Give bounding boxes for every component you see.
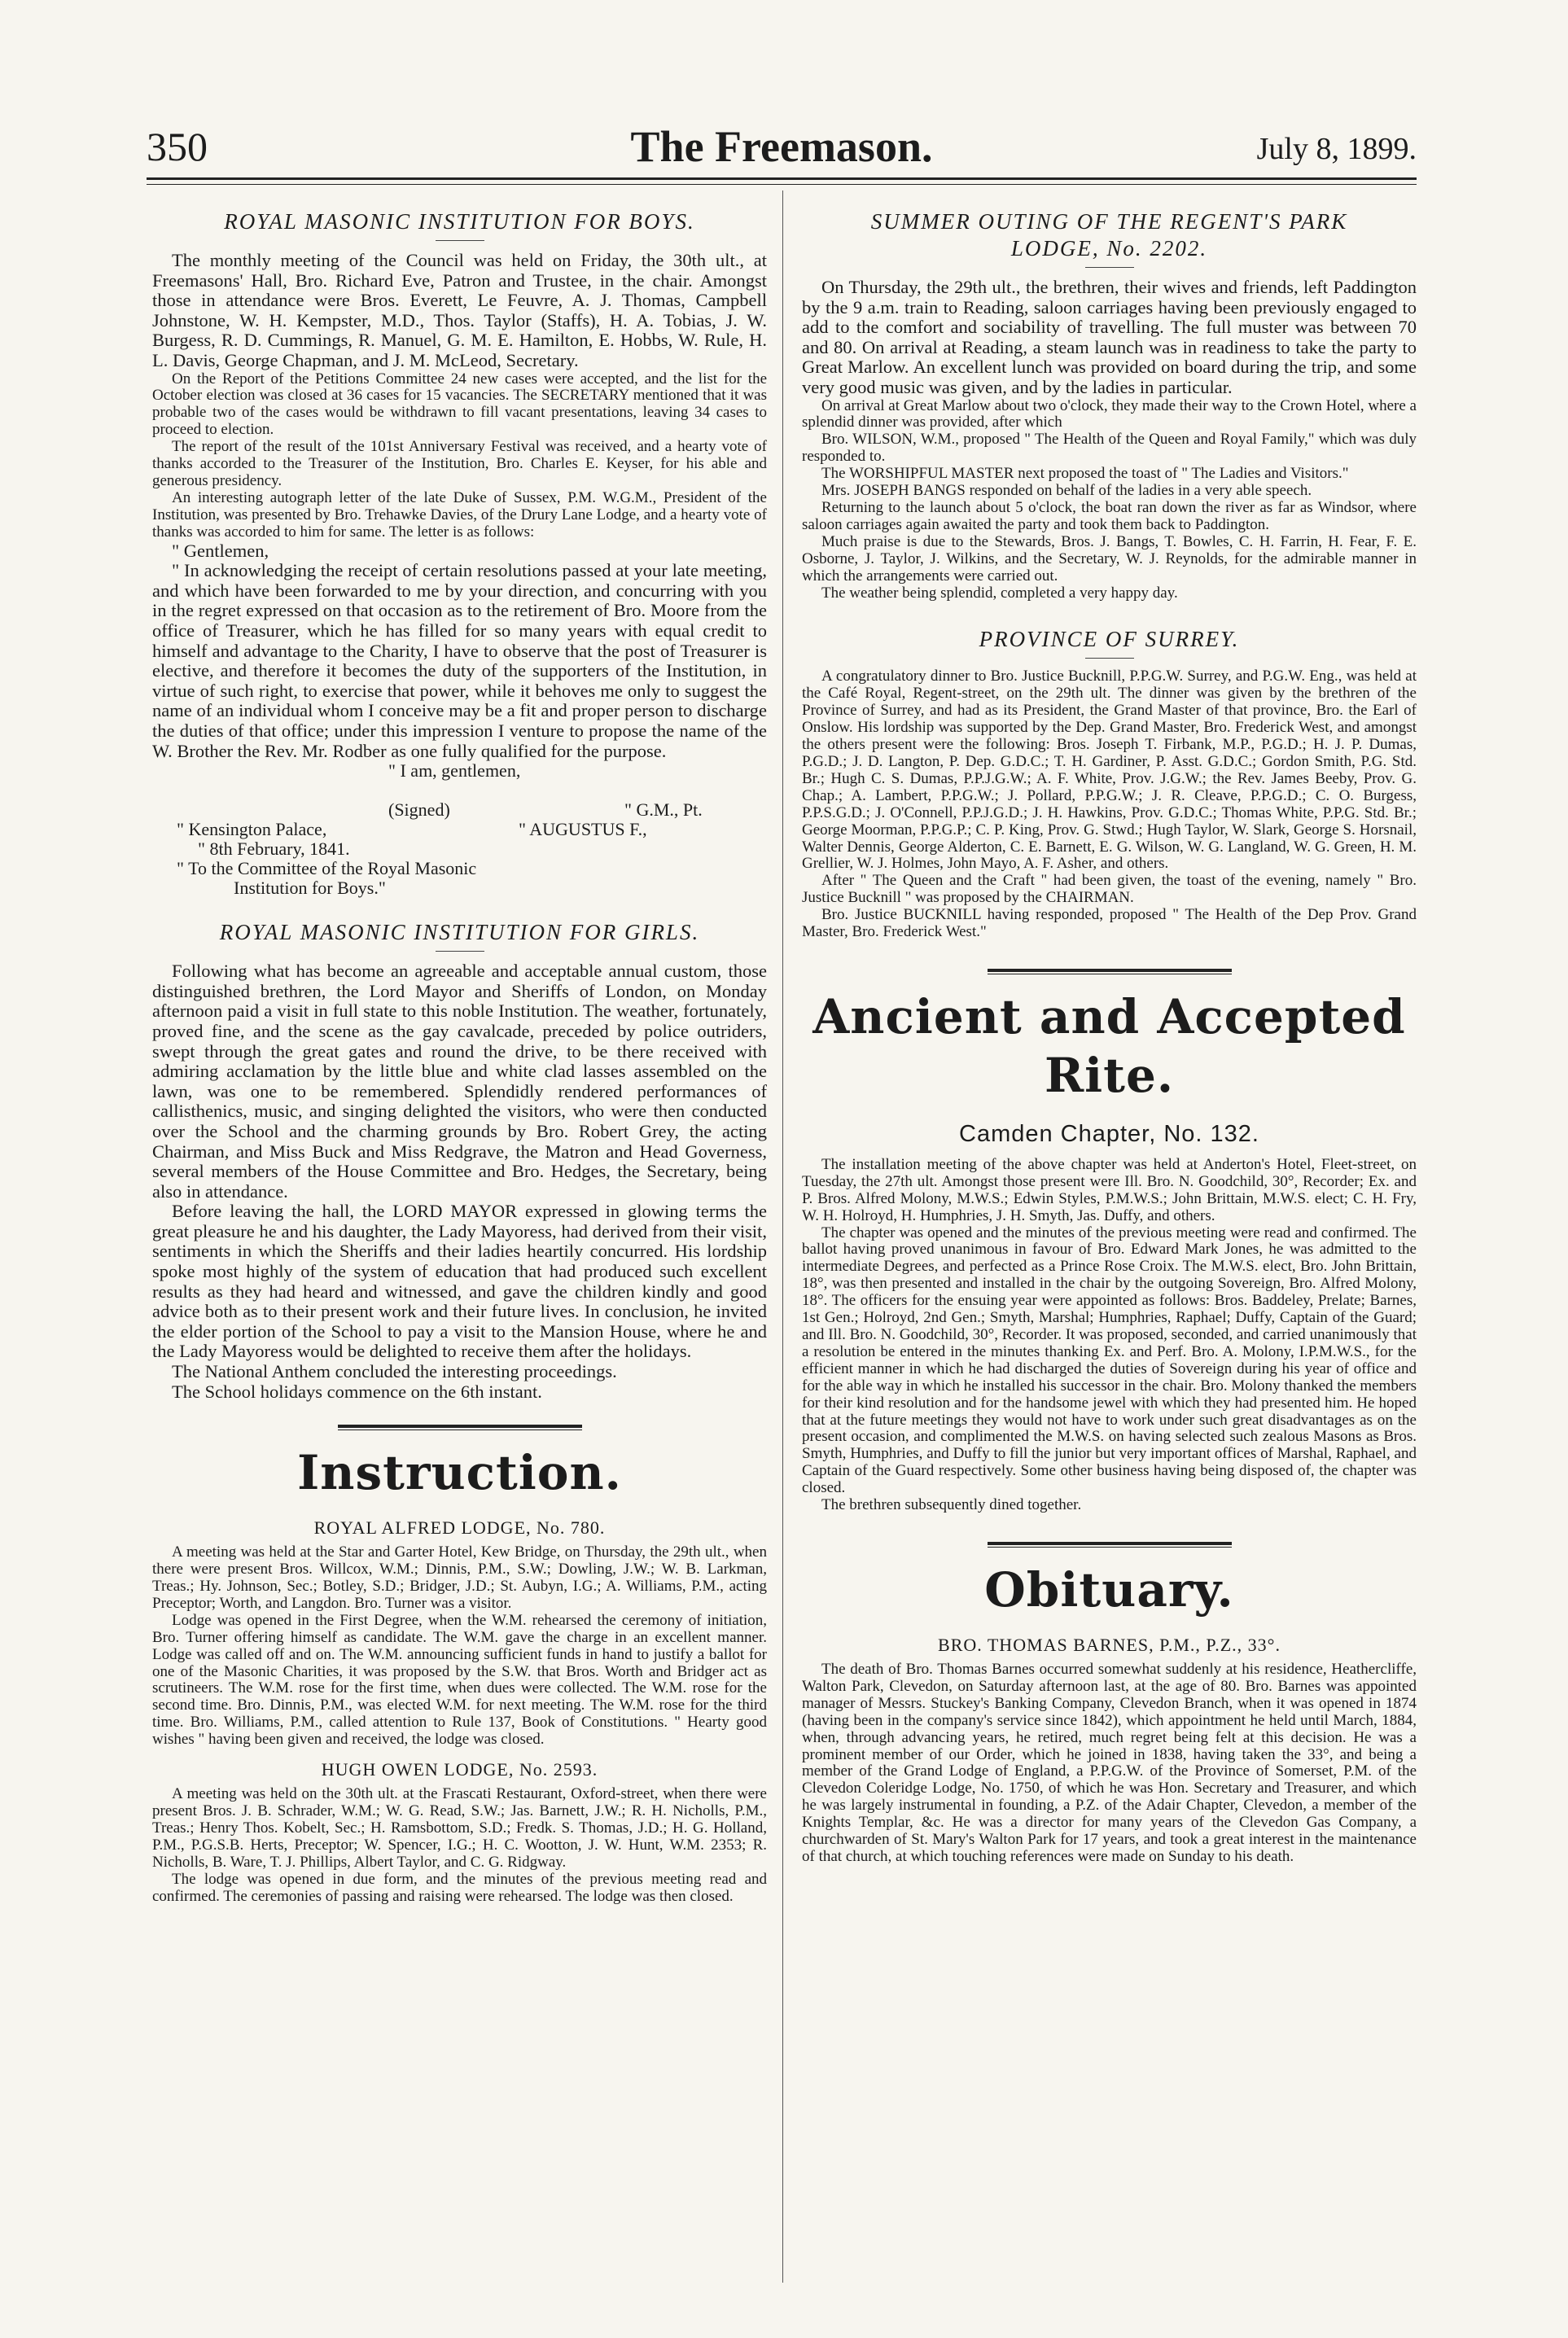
obituary-subject: BRO. THOMAS BARNES, P.M., P.Z., 33°. bbox=[938, 1634, 1281, 1655]
ancient-paragraph: The brethren subsequently dined together. bbox=[821, 1496, 1082, 1514]
surrey-paragraph: Bro. Justice BUCKNILL having responded, proposed " The Health of the Dep Prov. Grand Master, Bro. Frederick West." bbox=[802, 906, 1417, 941]
signature-title: " G.M., Pt. bbox=[624, 799, 703, 821]
letter-recipient: " To the Committee of the Royal Masonic bbox=[177, 858, 477, 879]
section-divider bbox=[988, 969, 1232, 972]
masthead-rule bbox=[147, 177, 1417, 180]
girls-paragraph: The School holidays commence on the 6th instant. bbox=[172, 1381, 542, 1402]
camden-chapter-heading: Camden Chapter, No. 132. bbox=[959, 1120, 1259, 1147]
boys-institution-heading: ROYAL MASONIC INSTITUTION FOR BOYS. bbox=[224, 209, 695, 234]
masthead bbox=[147, 122, 1417, 179]
obituary-heading: Obituary. bbox=[984, 1561, 1234, 1618]
letter-body: " In acknowledging the receipt of certain resolutions passed at your late meeting, and which have been forwarded to me by your direction, and concurring with you in the regret expressed on that occasion as to the retirement of Bro. Moore from the office of Treasurer, which he has filled for so many years with equal credit to himself and advantage to the Charity, I have to observe that the post of Treasurer is elective, and therefore it becomes the duty of the supporters of the Institution, in virtue of such right, to exercise that power, while it behoves me only to suggest the name of an individual whom I conceive may be a fit and proper person to discharge the duties of that office; under this impression I venture to propose the name of the W. Brother the Rev. Mr. Rodber as one fully qualified for the purpose. bbox=[152, 560, 767, 761]
boys-paragraph: The report of the result of the 101st Anniversary Festival was received, and a hearty vote of thanks accorded to the Treasurer of the Institution, Bro. Charles E. Keyser, for his able and generous presidency. bbox=[152, 438, 767, 489]
royal-alfred-lodge-heading: ROYAL ALFRED LODGE, No. 780. bbox=[313, 1517, 606, 1539]
duke-letter bbox=[152, 541, 767, 762]
instruction-paragraph: Lodge was opened in the First Degree, when the W.M. rehearsed the ceremony of initiation, Bro. Turner offering himself as candidate. The W.M. gave the charge in an excellent manner. Lodge was called off and on. The W.M. announcing sufficient funds in hand to justify a ballot for one of the Masonic Charities, it was proposed by the S.W. that Bros. Worth and Bridger act as scrutineers. The W.M. rose for the first time, when dues were collected. The W.M. rose for the second time. Bro. Dinnis, P.M., was elected W.M. for next meeting. The W.M. rose for the third time. Bro. Williams, P.M., called attention to Rule 137, Book of Constitutions. " Hearty good wishes " having been given and received, the lodge was closed. bbox=[152, 1611, 767, 1749]
section-divider bbox=[988, 1542, 1232, 1545]
girls-paragraph: Following what has become an agreeable and acceptable annual custom, those distinguished brethren, the Lord Mayor and Sheriffs of London, on Monday afternoon paid a visit in full state to this noble Institution. The weather, fortunately, proved fine, and the scene as the gay cavalcade, preceded by police outriders, swept through the great gates and round the drive, to be there received with admiring acclamation by the little blue and white clad lasses assembled on the lawn, was one to be remembered. Splendidly rendered performances of callisthenics, music, and singing delighted the visitors, who were then conducted over the School and the charming grounds by Bro. Robert Grey, the acting Chairman, and Miss Buck and Miss Redgrave, the Matron and Head Governess, several members of the House Committee and Bro. Hedges, the Secretary, being also in attendance. bbox=[152, 961, 767, 1202]
letter-date: " 8th February, 1841. bbox=[198, 838, 350, 860]
letter-recipient: Institution for Boys." bbox=[234, 878, 386, 899]
page-number: 350 bbox=[147, 124, 208, 169]
left-column bbox=[152, 200, 767, 1905]
masthead-rule-thin bbox=[147, 184, 1417, 185]
letter-closing: " I am, gentlemen, bbox=[388, 760, 521, 782]
issue-date: July 8, 1899. bbox=[1256, 132, 1417, 166]
boys-paragraph: An interesting autograph letter of the late Duke of Sussex, P.M. W.G.M., President of the Institution, was presented by Bro. Trehawke Davies, of the Drury Lane Lodge, and a hearty vote of thanks was accorded to him for same. The letter is as follows: bbox=[152, 488, 767, 541]
right-column bbox=[802, 200, 1417, 1866]
regents-park-heading: SUMMER OUTING OF THE REGENT'S PARK bbox=[870, 209, 1348, 234]
instruction-heading: Instruction. bbox=[297, 1445, 622, 1501]
ancient-paragraph: The installation meeting of the above chapter was held at Anderton's Hotel, Fleet-street, on Tuesday, the 27th ult. Amongst those present were Ill. Bro. N. Goodchild, 30°, Recorder; Ex. and P. Bros. Alfred Molony, M.W.S.; Edwin Styles, P.M.W.S.; John Brittain, M.W.S. elect; C. H. Fry, W. H. Holroyd, H. Humphries, J. H. Smyth, Jas. Duffy, and others. bbox=[802, 1155, 1417, 1224]
instruction-paragraph: A meeting was held at the Star and Garter Hotel, Kew Bridge, on Thursday, the 29th ult., when there were present Bros. Willcox, W.M.; Dinnis, P.M., S.W.; Dowling, J.W.; W. B. Larkman, Treas.; Hy. Johnson, Sec.; Botley, S.D.; Bridger, J.D.; St. Aubyn, I.G.; A. Williams, P.M., acting Preceptor; Worth, and Langdon. Bro. Turner was a visitor. bbox=[152, 1543, 767, 1612]
signed-label: (Signed) bbox=[388, 799, 450, 821]
signature: " AUGUSTUS F., bbox=[519, 819, 647, 840]
surrey-heading: PROVINCE OF SURREY. bbox=[979, 627, 1240, 652]
ancient-rite-heading: Ancient and Accepted Rite. bbox=[812, 988, 1406, 1103]
ancient-paragraph: The chapter was opened and the minutes of the previous meeting were read and confirmed. The ballot having proved unanimous in favour of Bro. Edward Mark Jones, he was admitted to the intermediate Degrees, and perfected as a Prince Rose Croix. The M.W.S. elect, Bro. John Brittain, 18°, was then presented and installed in the chair by the outgoing Sovereign, Bro. Alfred Molony, 18°. The officers for the ensuing year were appointed as follows: Bros. Baddeley, Prelate; Barnes, 1st Gen.; Holroyd, 2nd Gen.; Smyth, Marshal; Humphries, Raphael; Duffy, Captain of the Guard; and Ill. Bro. N. Goodchild, 30°, Recorder. It was proposed, seconded, and carried unanimously that a resolution be entered in the minutes thanking Ex. and Perf. Bro. A. Molony, I.P.M.W.S., for the efficient manner in which he had discharged the duties of Sovereign during his year of office and for the able way in which he installed his successor in the chair. Bro. Molony thanked the members for their kind resolution and for the handsome jewel with which they had presented him. He hoped that at the future meetings they would not have to work under such great disadvantages as on the present occasion, and complimented the M.W.S. on having selected such zealous Masons as Bros. Smyth, Humphries, and Duffy to fill the junior but very important offices of Marshal, Raphael, and Captain of the Guard respectively. Some other business having being disposed of, the chapter was closed. bbox=[802, 1224, 1417, 1497]
letter-salutation: " Gentlemen, bbox=[172, 540, 269, 561]
regents-paragraph: On arrival at Great Marlow about two o'clock, they made their way to the Crown Hotel, where a splendid dinner was provided, after which bbox=[802, 396, 1417, 431]
regents-paragraph: Bro. WILSON, W.M., proposed " The Health of the Queen and Royal Family," which was duly responded to. bbox=[802, 431, 1417, 466]
regents-paragraph: The weather being splendid, completed a very happy day. bbox=[821, 584, 1178, 602]
hugh-owen-lodge-heading: HUGH OWEN LODGE, No. 2593. bbox=[321, 1759, 598, 1780]
section-rule bbox=[436, 951, 484, 952]
column-divider bbox=[782, 190, 783, 2283]
girls-paragraph: Before leaving the hall, the LORD MAYOR expressed in glowing terms the great pleasure he and his daughter, the Lady Mayoress, had derived from their visit, sentiments in which the Sheriffs and their ladies heartily concurred. His lordship spoke most highly of the system of education that had produced such excellent results as they had heard and witnessed, and gave the children kindly and good advice both as to their present work and their future lives. In conclusion, he invited the elder portion of the School to pay a visit to the Mansion House, where he and the Lady Mayoress would be delighted to receive them after the holidays. bbox=[152, 1201, 767, 1362]
newspaper-title: The Freemason. bbox=[630, 122, 933, 171]
section-rule bbox=[1085, 267, 1134, 268]
girls-institution-heading: ROYAL MASONIC INSTITUTION FOR GIRLS. bbox=[219, 920, 700, 945]
section-divider bbox=[338, 1425, 582, 1428]
regents-paragraph: Returning to the launch about 5 o'clock, the boat ran down the river as far as Windsor, where saloon carriages again awaited the party and took them back to Paddington. bbox=[802, 499, 1417, 533]
instruction-paragraph: A meeting was held on the 30th ult. at the Frascati Restaurant, Oxford-street, when there were present Bros. J. B. Schrader, W.M.; W. G. Read, S.W.; Jas. Barnett, J.W.; R. H. Nicholls, P.M., Treas.; Henry Thos. Kobelt, Sec.; H. Ramsbottom, S.D.; Fredk. S. Thomas, J.D.; H. G. Holland, P.M., P.G.S.B. Herts, Preceptor; W. Spencer, I.G.; H. C. Wootton, J. W. Hunt, W.M. 2353; R. Nicholls, B. Ware, T. J. Phillips, Albert Taylor, and C. G. Ridgway. bbox=[152, 1785, 767, 1871]
section-divider-thin bbox=[988, 1547, 1232, 1548]
regents-paragraph: Much praise is due to the Stewards, Bros. J. Bangs, T. Bowles, C. H. Farrin, H. Fear, F. E. Osborne, J. Taylor, J. Wilkins, and the Secretary, W. J. Reynolds, for the admirable manner in which the arrangements were carried out. bbox=[802, 532, 1417, 584]
girls-paragraph: The National Anthem concluded the interesting proceedings. bbox=[172, 1361, 617, 1382]
surrey-paragraph: A congratulatory dinner to Bro. Justice Bucknill, P.P.G.W. Surrey, and P.G.W. Eng., was held at the Café Royal, Regent-street, on the 29th ult. The dinner was given by the brethren of the Province of Surrey, and had as its President, the Grand Master of that province, Bro. the Earl of Onslow. His lordship was supported by the Dep. Grand Master, Bro. Frederick West, and amongst the others present were the following: Bros. Joseph T. Firbank, M.P., P.G.D.; H. J. P. Dumas, P.G.D.; J. D. Langton, P. Dep. G.D.C.; T. H. Gardiner, P. Asst. G.D.C.; Gordon Smith, P.G. Std. Br.; Hugh C. S. Dumas, P.P.J.G.W.; A. F. White, Prov. J.G.W.; the Rev. James Beeby, Prov. G. Chap.; A. Lambert, P.P.G.W.; J. Pollard, P.P.G.W.; J. R. Cleave, P.P.G.D.; C. O. Burgess, P.P.S.G.D.; J. O'Connell, P.P.J.G.D.; J. H. Hawkins, Prov. G.D.C.; Thomas White, P.P.G. Std. Br.; George Moorman, P.P.G.P.; C. P. King, Prov. G. Stwd.; Hugh Taylor, W. Slark, George S. Horsnail, Walter Dennis, George Alderton, C. E. Barnett, E. G. Wilson, W. G. Langland, W. G. Green, H. M. Grellier, W. J. Holmes, John Mayo, A. F. Asher, and others. bbox=[802, 668, 1417, 873]
surrey-paragraph: After " The Queen and the Craft " had been given, the toast of the evening, namely " Bro. Justice Bucknill " was proposed by the CHAIRMAN. bbox=[802, 872, 1417, 907]
boys-paragraph: The monthly meeting of the Council was held on Friday, the 30th ult., at Freemasons' Hall, Bro. Richard Eve, Patron and Trustee, in the chair. Amongst those in attendance were Bros. Everett, Le Feuvre, A. J. Thomas, Campbell Johnstone, W. H. Kempster, M.D., Thos. Taylor (Staffs), H. A. Tobias, J. W. Burgess, R. D. Cummings, R. Manuel, G. M. E. Hamilton, E. Hobbs, W. Rule, H. L. Davis, George Chapman, and J. M. McLeod, Secretary. bbox=[152, 250, 767, 370]
regents-paragraph: The WORSHIPFUL MASTER next proposed the toast of " The Ladies and Visitors." bbox=[821, 465, 1349, 483]
regents-paragraph: Mrs. JOSEPH BANGS responded on behalf of the ladies in a very able speech. bbox=[821, 482, 1312, 500]
instruction-paragraph: The lodge was opened in due form, and the minutes of the previous meeting read and confirmed. The ceremonies of passing and raising were rehearsed. The lodge was then closed. bbox=[152, 1870, 767, 1905]
letter-address: " Kensington Palace, bbox=[177, 819, 327, 840]
section-rule bbox=[1085, 658, 1134, 659]
regents-park-heading-line2: LODGE, No. 2202. bbox=[1010, 236, 1208, 261]
regents-paragraph: On Thursday, the 29th ult., the brethren, their wives and friends, left Paddington by the 9 a.m. train to Reading, saloon carriages having been previously engaged to add to the comfort and sociability of travelling. The full muster was between 70 and 80. On arrival at Reading, a steam launch was in readiness to take the party to Great Marlow. An excellent lunch was provided on board during the trip, and some very good music was given, and by the ladies in particular. bbox=[802, 277, 1417, 397]
letter-signature-block bbox=[152, 761, 767, 898]
section-rule bbox=[436, 240, 484, 241]
obituary-paragraph: The death of Bro. Thomas Barnes occurred somewhat suddenly at his residence, Heathercliffe, Walton Park, Clevedon, on Saturday afternoon last, at the age of 80. Bro. Barnes was appointed manager of Messrs. Stuckey's Banking Company, Clevedon Branch, when it was opened in 1874 (having been in the company's service since 1842), which appointment he held until March, 1884, when, through advancing years, he retired, much regret being felt at this decision. He was a prominent member of our Order, which he joined in 1838, having taken the 33°, and being a member of the Grand Lodge of England, a P.P.G.W. of the Province of Somerset, P.M. of the Clevedon Coleridge Lodge, No. 1750, of which he was Hon. Secretary and Treasurer, and which he was largely instrumental in founding, a P.Z. of the Adair Chapter, Clevedon, a member of the Knights Templar, &c. He was a director for many years of the Clevedon Gas Company, a churchwarden of St. Mary's Walton Park for 17 years, and took a great interest in the maintenance of that church, at which touching references were made on Sunday to his death. bbox=[802, 1660, 1417, 1865]
boys-paragraph: On the Report of the Petitions Committee 24 new cases were accepted, and the list for the October election was closed at 36 cases for 15 vacancies. The SECRETARY mentioned that it was probable two of the cases would be withdrawn to fill vacant presentations, leaving 34 cases to proceed to election. bbox=[152, 370, 767, 439]
